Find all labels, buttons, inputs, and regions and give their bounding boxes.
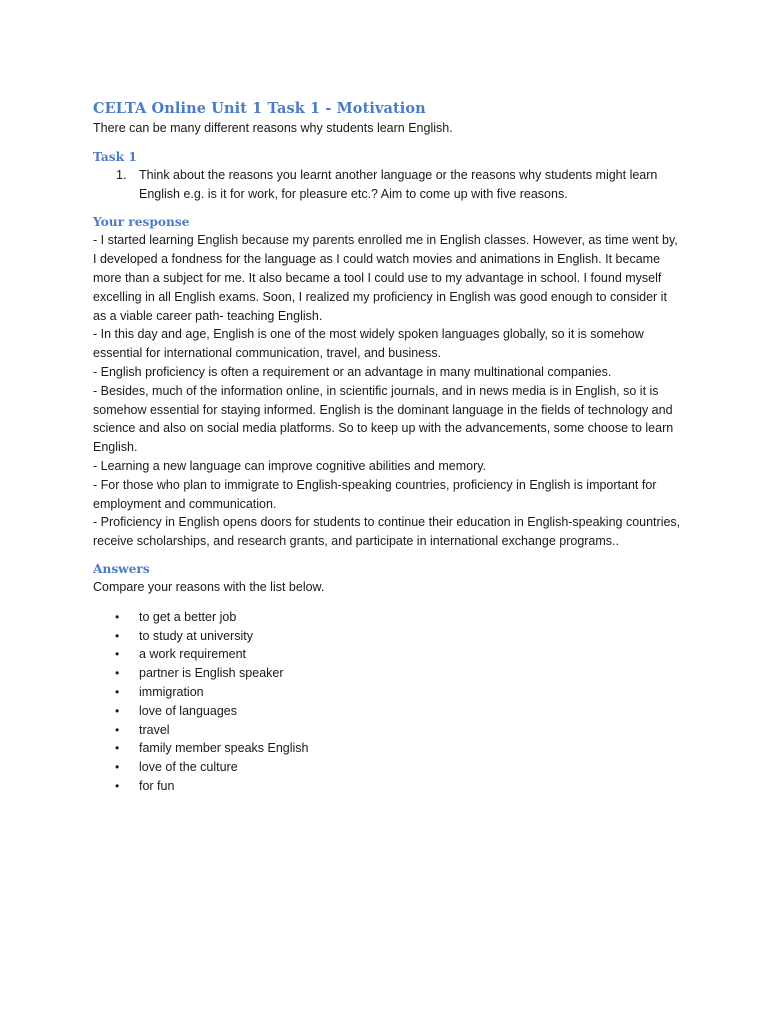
task-item-number: 1. — [116, 167, 127, 182]
bullet-icon: • — [115, 722, 120, 737]
response-body — [93, 231, 683, 551]
answers-list — [93, 608, 683, 796]
response-paragraph: - Besides, much of the information online, in scientific journals, and in news media is in English, so it is somehow essential for staying informed. English is the dominant language in the fields of technology and science and also on social media platforms. So to keep up with the advancements, some choose to learn English. — [93, 383, 674, 455]
page-title: CELTA Online Unit 1 Task 1 - Motivation — [93, 100, 426, 117]
task-list — [93, 166, 683, 204]
task-item-text: Think about the reasons you learnt another language or the reasons why students might learn English e.g. is it for work, for pleasure etc.? Aim to come up with five reasons. — [139, 167, 658, 201]
response-paragraph: - English proficiency is often a requirement or an advantage in many multinational companies. — [93, 364, 612, 379]
intro-text: There can be many different reasons why students learn English. — [93, 121, 453, 135]
list-item — [93, 739, 683, 758]
response-heading: Your response — [93, 215, 190, 230]
bullet-icon: • — [115, 628, 120, 643]
bullet-icon: • — [115, 778, 120, 793]
bullet-icon: • — [115, 684, 120, 699]
list-item — [93, 608, 683, 627]
list-item — [93, 645, 683, 664]
list-item-text: travel — [139, 722, 170, 737]
response-paragraph: - I started learning English because my parents enrolled me in English classes. However, as time went by, I developed a fondness for the language as I could watch movies and animations in English. It became more than a subject for me. It also became a tool I could use to my advantage in school. I found myself excelling in all English exams. Soon, I realized my proficiency in English was good enough to consider it as a viable career path- teaching English. — [93, 233, 678, 323]
response-paragraph: - Proficiency in English opens doors for students to continue their education in English-speaking countries, receive scholarships, and research grants, and participate in international exchange programs.. — [93, 515, 681, 549]
bullet-icon: • — [115, 760, 120, 775]
list-item — [93, 721, 683, 740]
list-item-text: to study at university — [139, 628, 253, 643]
list-item-text: for fun — [139, 778, 175, 793]
list-item — [93, 702, 683, 721]
bullet-icon: • — [115, 666, 120, 681]
list-item-text: family member speaks English — [139, 741, 309, 756]
list-item — [93, 777, 683, 796]
list-item-text: love of languages — [139, 703, 237, 718]
answers-intro: Compare your reasons with the list below. — [93, 579, 325, 594]
response-paragraph: - For those who plan to immigrate to English-speaking countries, proficiency in English is important for employment and communication. — [93, 477, 657, 511]
bullet-icon: • — [115, 647, 120, 662]
bullet-icon: • — [115, 609, 120, 624]
list-item-text: love of the culture — [139, 760, 238, 775]
bullet-icon: • — [115, 741, 120, 756]
list-item — [93, 664, 683, 683]
list-item-text: partner is English speaker — [139, 666, 284, 681]
list-item-text: to get a better job — [139, 609, 237, 624]
list-item — [93, 627, 683, 646]
answers-heading: Answers — [93, 561, 150, 576]
list-item-text: a work requirement — [139, 647, 246, 662]
response-paragraph: - Learning a new language can improve cognitive abilities and memory. — [93, 458, 487, 473]
list-item — [93, 683, 683, 702]
task-item — [93, 166, 683, 204]
response-paragraph: - In this day and age, English is one of the most widely spoken languages globally, so it is somehow essential for international communication, travel, and business. — [93, 327, 644, 361]
list-item — [93, 758, 683, 777]
list-item-text: immigration — [139, 684, 204, 699]
task-heading: Task 1 — [93, 149, 137, 164]
document-page — [93, 99, 683, 796]
bullet-icon: • — [115, 703, 120, 718]
